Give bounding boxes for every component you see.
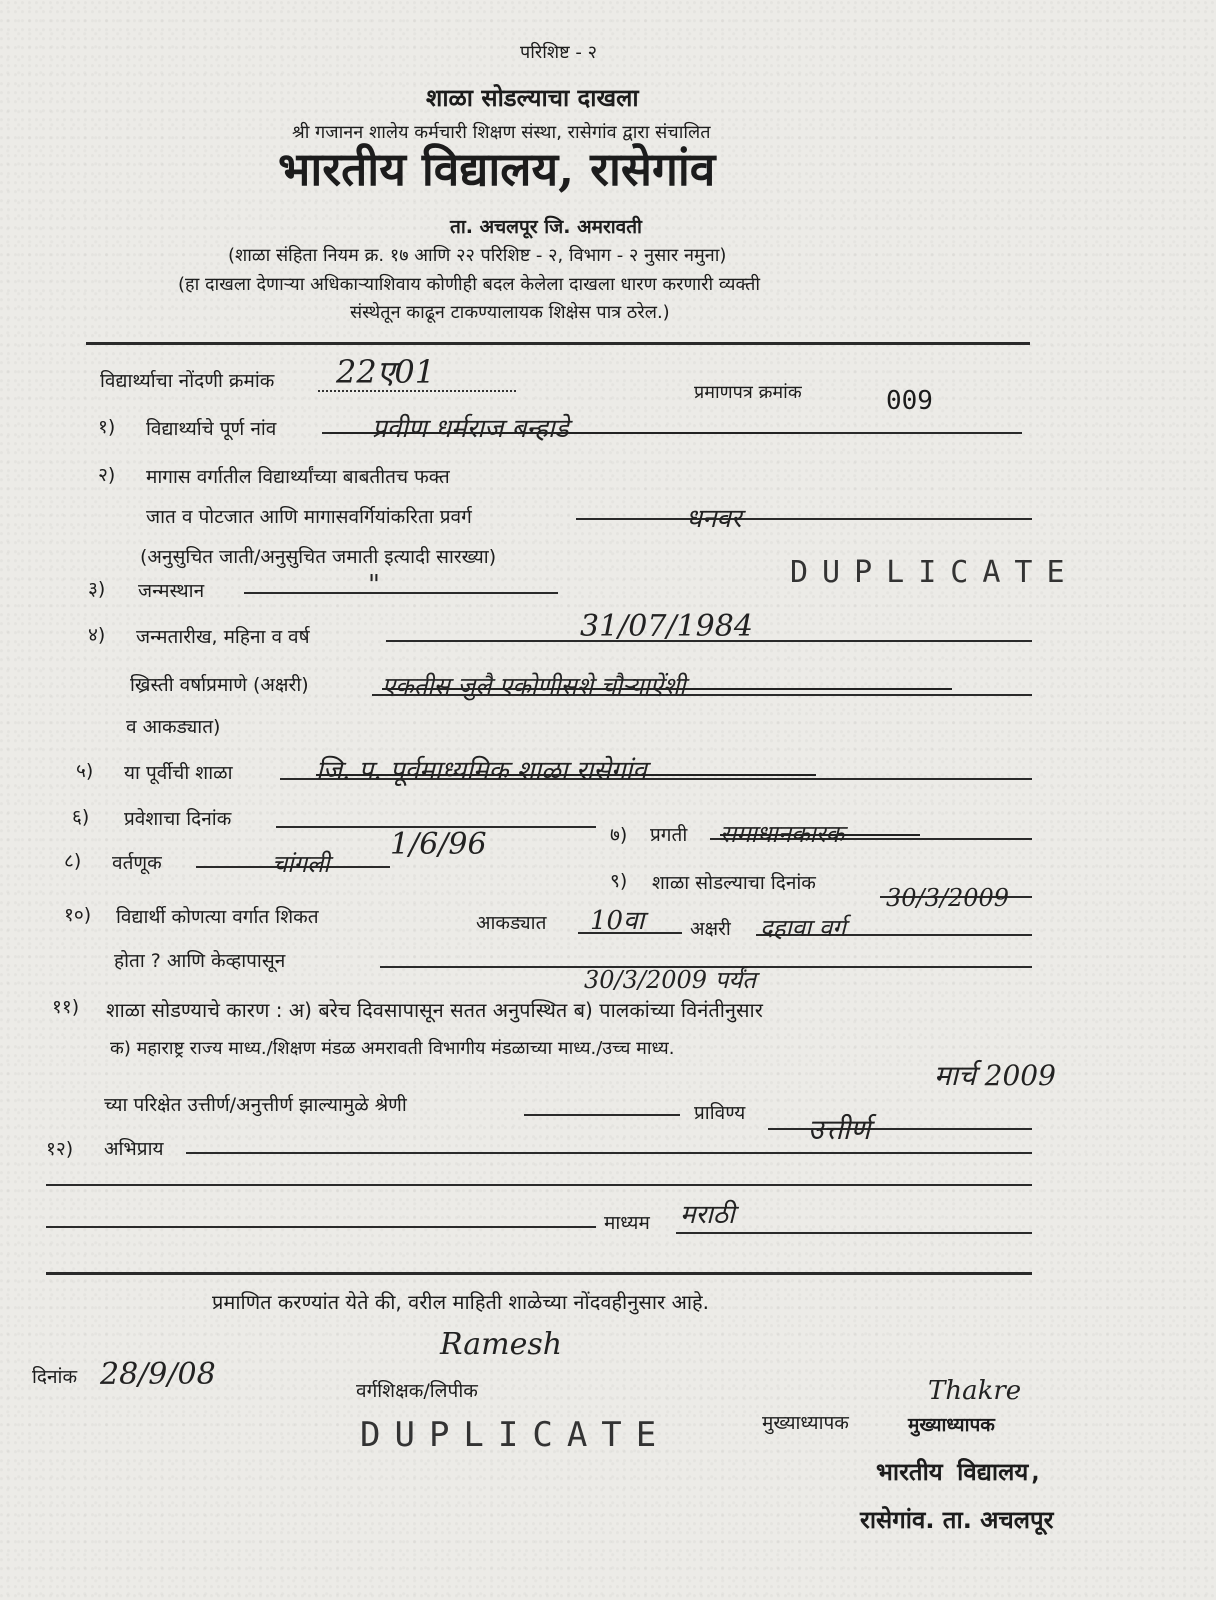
exam-month-year: मार्च 2009	[934, 1059, 1056, 1092]
caste-value: धनवर	[686, 504, 742, 534]
duplicate-stamp-bottom: DUPLICATE	[360, 1415, 671, 1455]
document-title: शाळा सोडल्याचा दाखला	[426, 84, 639, 112]
clerk-signature: Ramesh	[440, 1327, 563, 1362]
field-8-number: ८)	[64, 850, 82, 872]
birthplace-value: "	[368, 570, 380, 600]
field-7-label: प्रगती	[650, 824, 688, 846]
remarks-line-1	[186, 1152, 1032, 1154]
class-words: दहावा वर्ग	[760, 914, 846, 942]
headmaster-signature: Thakre	[928, 1376, 1022, 1406]
field-10-label-2: होता ? आणि केव्हापासून	[114, 950, 286, 972]
remarks-line-2	[46, 1184, 1032, 1186]
field-2-label-3: (अनुसुचित जाती/अनुसुचित जमाती इत्यादी सारख्या)	[140, 546, 497, 568]
class-digits-label: आकड्यात	[476, 912, 547, 934]
field-4-number: ४)	[88, 624, 106, 646]
headmaster-label: मुख्याध्यापक	[762, 1412, 849, 1434]
field-7-number: ७)	[610, 824, 628, 846]
field-1-number: १)	[98, 416, 116, 438]
school-name: भारतीय विद्यालय, रासेगांव	[278, 142, 716, 196]
registration-label: विद्यार्थ्याचा नोंदणी क्रमांक	[100, 370, 275, 392]
field-1-label: विद्यार्थ्याचे पूर्ण नांव	[146, 418, 277, 440]
leaving-date: 30/3/2009	[886, 884, 1010, 912]
field-9-label: शाळा सोडल्याचा दिनांक	[652, 872, 816, 894]
warning-line-1: (हा दाखला देणाऱ्या अधिकाऱ्याशिवाय कोणीही बदल केलेला दाखला धारण करणारी व्यक्ती	[178, 274, 761, 295]
leaving-reason-line-2: क) महाराष्ट्र राज्य माध्य./शिक्षण मंडळ अमरावती विभागीय मंडळाच्या माध्य./उच्च माध्य.	[110, 1038, 675, 1059]
duplicate-stamp-top: DUPLICATE	[790, 555, 1079, 590]
leaving-reason-line-3: च्या परिक्षेत उत्तीर्ण/अनुत्तीर्ण झाल्यामुळे श्रेणी	[104, 1094, 407, 1116]
field-4-label-2: ख्रिस्ती वर्षाप्रमाणे (अक्षरी)	[130, 674, 309, 696]
appendix-label: परिशिष्ट - २	[520, 42, 597, 63]
field-2-line	[576, 518, 1032, 520]
grade-line	[524, 1114, 680, 1116]
issue-date: 28/9/08	[100, 1357, 216, 1392]
field-2-label-1: मागास वर्गातील विद्यार्थ्यांच्या बाबतीतच फक्त	[146, 466, 450, 488]
field-11-number: ११)	[52, 996, 80, 1018]
field-3-label: जन्मस्थान	[138, 580, 205, 602]
certification-text: प्रमाणित करण्यांत येते की, वरील माहिती शाळेच्या नोंदवहीनुसार आहे.	[212, 1290, 709, 1314]
birth-date-words-strike	[382, 688, 952, 690]
date-label: दिनांक	[32, 1366, 78, 1388]
field-12-number: १२)	[46, 1138, 74, 1160]
progress-value: समाधानकारक	[720, 820, 844, 848]
distinction-label: प्राविण्य	[694, 1102, 746, 1124]
field-10-number: १०)	[64, 904, 92, 926]
field-8-label: वर्तणूक	[112, 852, 162, 874]
taluka-district: ता. अचलपूर जि. अमरावती	[450, 216, 642, 238]
conduct-value: चांगली	[272, 850, 330, 878]
stamp-place: रासेगांव. ता. अचलपूर	[860, 1506, 1054, 1534]
stamp-title: मुख्याध्यापक	[908, 1414, 995, 1436]
studying-since: 30/3/2009 पर्यंत	[584, 966, 756, 994]
progress-strike	[720, 834, 920, 836]
student-name: प्रवीण धर्मराज बन्हाडे	[372, 414, 569, 444]
field-5-label: या पूर्वीची शाळा	[124, 762, 233, 784]
field-2-label-2: जात व पोटजात आणि मागासवर्गियांकरिता प्रवर्ग	[146, 506, 472, 528]
remarks-line-3	[46, 1226, 596, 1228]
field-9-number: ९)	[610, 870, 628, 892]
result-value: उत्तीर्ण	[808, 1113, 871, 1146]
class-words-label: अक्षरी	[690, 918, 731, 940]
student-name-strike	[330, 432, 800, 434]
field-5-number: ५)	[76, 760, 94, 782]
field-4-label-3: व आकड्यात)	[126, 716, 221, 738]
field-3-number: ३)	[88, 578, 106, 600]
medium-value: मराठी	[680, 1200, 735, 1230]
registration-number: 22ए01	[336, 353, 436, 391]
birth-date-digits: 31/07/1984	[580, 609, 753, 644]
certificate-number: 009	[886, 386, 933, 416]
field-4-label-1: जन्मतारीख, महिना व वर्ष	[136, 626, 310, 648]
stamp-school: भारतीय विद्यालय,	[876, 1458, 1043, 1486]
header-divider	[86, 342, 1030, 345]
birth-date-words: एकतीस जुलै एकोणीसशे चौऱ्याऐंशी	[382, 672, 686, 700]
warning-line-2: संस्थेतून काढून टाकण्यालायक शिक्षेस पात्र ठरेल.)	[350, 302, 670, 323]
previous-school: जि. प. पूर्वमाध्यमिक शाळा रासेगांव	[316, 756, 647, 786]
admission-date: 1/6/96	[390, 827, 487, 862]
rule-note: (शाळा संहिता नियम क्र. १७ आणि २२ परिशिष्ट - २, विभाग - २ नुसार नमुना)	[228, 245, 727, 266]
class-digits: 10वा	[590, 906, 645, 936]
medium-line	[676, 1232, 1032, 1234]
medium-label: माध्यम	[604, 1212, 650, 1234]
field-2-number: २)	[98, 464, 116, 486]
field-6-number: ६)	[72, 806, 90, 828]
field-10-label-1: विद्यार्थी कोणत्या वर्गात शिकत	[116, 906, 319, 928]
certificate-label: प्रमाणपत्र क्रमांक	[694, 382, 802, 403]
previous-school-strike	[316, 774, 816, 776]
leaving-reason-line-1: शाळा सोडण्याचे कारण : अ) बरेच दिवसापासून सतत अनुपस्थित ब) पालकांच्या विनंतीनुसार	[106, 998, 763, 1022]
field-3-line	[244, 592, 558, 594]
field-6-label: प्रवेशाचा दिनांक	[124, 808, 232, 830]
clerk-label: वर्गशिक्षक/लिपीक	[356, 1380, 478, 1402]
field-12-label: अभिप्राय	[104, 1138, 164, 1160]
footer-divider	[46, 1272, 1032, 1275]
society-name: श्री गजानन शालेय कर्मचारी शिक्षण संस्था, रासेगांव द्वारा संचालित	[292, 122, 711, 143]
